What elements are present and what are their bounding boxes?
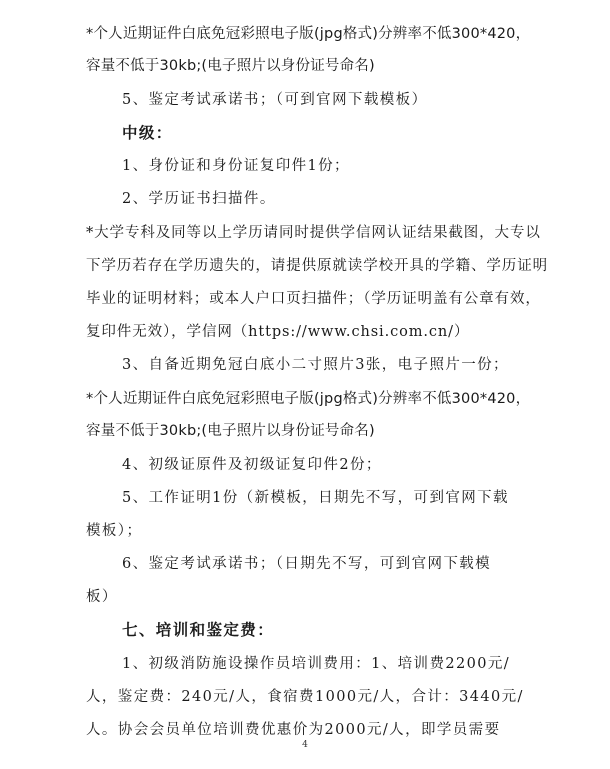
text-line-item-3-photos: 3、自备近期免冠白底小二寸照片3张，电子照片一份；: [122, 357, 509, 373]
text-line-item-6-pledge: 6、鉴定考试承诺书；（日期先不写，可到官网下载模: [122, 556, 492, 572]
text-line-photo-size-1: 容量不低于30kb;(电子照片以身份证号命名): [86, 58, 375, 74]
text-line-fee-3: 人。协会会员单位培训费优惠价为2000元/人，即学员需要: [86, 722, 501, 738]
text-line-diploma-note-1: *大学专科及同等以上学历请同时提供学信网认证结果截图，大专以: [86, 225, 541, 241]
text-line-item-5-work-proof-cont: 模板）；: [86, 523, 143, 539]
section-heading-intermediate: 中级：: [122, 123, 173, 142]
text-line-photo-requirement-1: *个人近期证件白底免冠彩照电子版(jpg格式)分辨率不低300*420，: [86, 26, 531, 42]
text-line-diploma-note-2: 下学历若存在学历遗失的，请提供原就读学校开具的学籍、学历证明: [86, 258, 548, 274]
text-line-fee-1: 1、初级消防施设操作员培训费用：1、培训费2200元/: [122, 656, 511, 672]
section-heading-fees: 七、培训和鉴定费：: [122, 620, 275, 639]
text-line-diploma-note-3: 毕业的证明材料；或本人户口页扫描件；（学历证明盖有公章有效，: [86, 291, 541, 307]
text-line-item-5-pledge: 5、鉴定考试承诺书；（可到官网下载模板）: [122, 92, 428, 108]
text-line-item-5-work-proof: 5、工作证明1份（新模板，日期先不写，可到官网下载: [122, 490, 509, 506]
text-line-item-6-pledge-cont: 板）: [86, 589, 118, 605]
text-line-item-2-diploma: 2、学历证书扫描件。: [122, 191, 276, 207]
text-line-item-1-id: 1、身份证和身份证复印件1份；: [122, 158, 350, 174]
text-line-photo-requirement-2: *个人近期证件白底免冠彩照电子版(jpg格式)分辨率不低300*420，: [86, 391, 531, 407]
text-line-diploma-note-4: 复印件无效），学信网（https://www.chsi.com.cn/）: [86, 324, 470, 340]
page-number: 4: [302, 740, 308, 750]
text-line-item-4-certificate: 4、初级证原件及初级证复印件2份；: [122, 457, 382, 473]
text-line-fee-2: 人，鉴定费：240元/人，食宿费1000元/人，合计：3440元/: [86, 689, 524, 705]
text-line-photo-size-2: 容量不低于30kb;(电子照片以身份证号命名): [86, 423, 375, 439]
